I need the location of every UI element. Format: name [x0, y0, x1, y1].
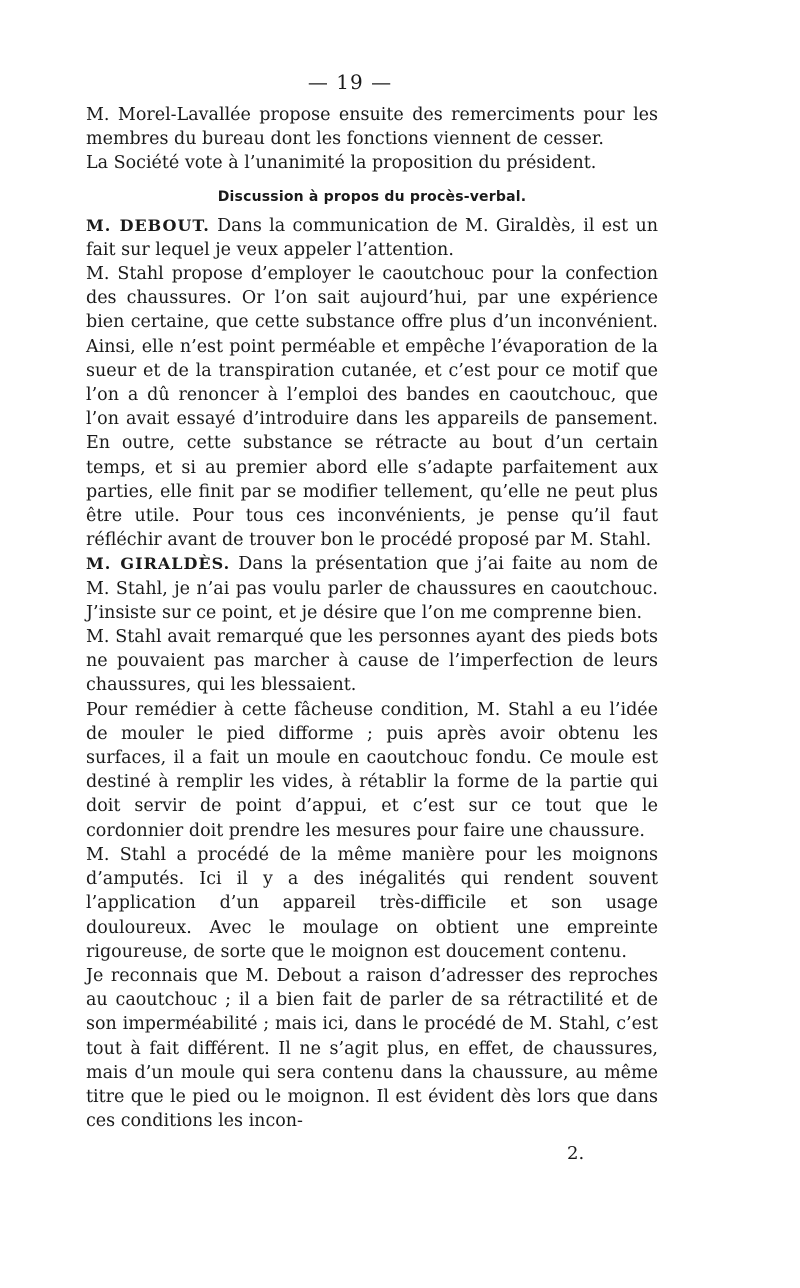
paragraph-text: La Société vote à l’unanimité la proposition du président. — [86, 153, 597, 174]
speaker-name: M. DEBOUT. — [86, 215, 210, 235]
paragraph-text: M. Stahl avait remarqué que les personnes ayant des pieds bots ne pouvaient pas marcher à cause de l’imperfection de leurs chaussures, qui les blessaient. — [86, 627, 658, 696]
paragraph — [86, 625, 658, 698]
paragraph-text: Pour remédier à cette fâcheuse condition, M. Stahl a eu l’idée de mouler le pied difforme ; puis après avoir obtenu les surfaces, il a fait un moule en caoutchouc fondu. Ce moule est destiné à remplir les vides, à rétablir la forme de la partie qui doit servir de point d’appui, et c’est sur ce tout que le cordonnier doit prendre les mesures pour faire une chaussure. — [86, 699, 658, 841]
paragraph — [86, 698, 658, 843]
paragraph — [86, 552, 658, 625]
paragraph — [86, 843, 658, 964]
section-heading: Discussion à propos du procès-verbal. — [217, 188, 527, 205]
speaker-name: M. GIRALDÈS. — [86, 554, 231, 574]
paragraph-text: Dans la présentation que j’ai faite au nom de M. Stahl, je n’ai pas voulu parler de chaussures en caoutchouc. J’insiste sur ce point, et je désire que l’on me comprenne bien. — [86, 554, 659, 623]
paragraph — [86, 964, 658, 1133]
paragraph-text: M. Stahl a procédé de la même manière pour les moignons d’amputés. Ici il y a des inégalités qui rendent souvent l’application d’un appareil très-difficile et son usage douloureux. Avec le moulage on obtient une empreinte rigoureuse, de sorte que le moignon est doucement contenu. — [86, 844, 658, 962]
paragraph-text: Je reconnais que M. Debout a raison d’adresser des reproches au caoutchouc ; il a bien fait de parler de sa rétractilité et de son imperméabilité ; mais ici, dans le procédé de M. Stahl, c’est tout à fait différent. Il ne s’agit plus, en effet, de chaussures, mais d’un moule qui sera contenu dans la chaussure, au même titre que le pied ou le moignon. Il est évident dès lors que dans ces conditions les incon- — [86, 965, 658, 1132]
page-number: — 19 — — [307, 70, 393, 94]
paragraph — [86, 262, 658, 552]
paragraph-text: M. Morel-Lavallée propose ensuite des remerciments pour les membres du bureau dont les fonctions viennent de cesser. — [86, 105, 658, 150]
paragraph — [86, 214, 658, 262]
body-text — [86, 103, 658, 1133]
paragraph-text: M. Stahl propose d’employer le caoutchouc pour la confection des chaussures. Or l’on sait aujourd’hui, par une expérience bien certaine, que cette substance offre plus d’un inconvénient. Ainsi, elle n’est point perméable et empêche l’évaporation de la sueur et de la transpiration cutanée, et c’est pour ce motif que l’on a dû renoncer à l’emploi des bandes en caoutchouc, que l’on avait essayé d’introduire dans les appareils de pansement. En outre, cette substance se rétracte au bout d’un certain temps, et si au premier abord elle s’adapte parfaitement aux parties, elle finit par se modifier tellement, qu’elle ne peut plus être utile. Pour tous ces inconvénients, je pense qu’il faut réfléchir avant de trouver bon le procédé proposé par M. Stahl. — [86, 264, 658, 551]
paragraph — [86, 151, 658, 175]
paragraph-text: Dans la communication de M. Giraldès, il est un fait sur lequel je veux appeler l’attention. — [86, 215, 658, 260]
signature-mark: 2. — [567, 1143, 585, 1164]
paragraph — [86, 103, 658, 151]
